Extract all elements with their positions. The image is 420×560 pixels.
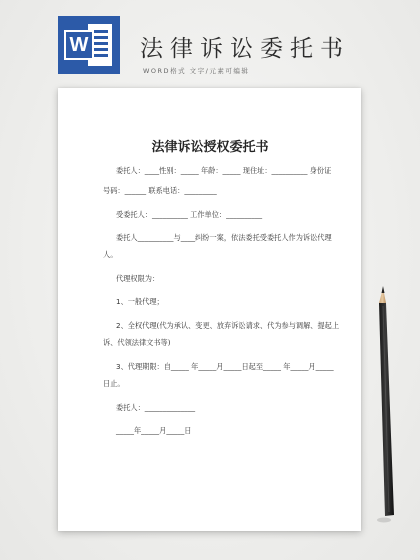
header-title: 法律诉讼委托书 (140, 36, 350, 62)
word-icon-line (92, 42, 108, 45)
document-line: _____年_____月_____日 (116, 426, 192, 435)
word-icon-line (92, 30, 108, 33)
document-title: 法律诉讼授权委托书 (151, 140, 269, 155)
word-icon-line (92, 54, 108, 57)
document-line: 3、代理期限：自_____ 年_____月_____日起至_____ 年_____月_____ (116, 362, 334, 371)
document-line: 日止。 (103, 379, 125, 388)
document-line: 委托人__________与____纠纷一案，依法委托受委托人作为诉讼代理 (116, 233, 332, 242)
header-subtitle: WORD格式 文字/元素可编辑 (143, 67, 250, 75)
document-line: 委托人：____性别：_____ 年龄：_____ 现住址：__________ 身份证 (116, 166, 332, 175)
word-icon (58, 16, 120, 74)
document-line: 2、全权代理(代为承认、变更、放弃诉讼请求、代为参与调解、提起上 (116, 321, 340, 330)
document-line: 代理权限为： (116, 274, 160, 283)
document-line: 受委托人：__________ 工作单位：__________ (116, 210, 263, 219)
document-line: 人。 (103, 250, 118, 259)
word-icon-letter: W (64, 30, 94, 60)
word-icon-line (92, 36, 108, 39)
document-line: 1、一般代理； (116, 297, 164, 306)
document-line: 委托人：______________ (116, 403, 196, 412)
document-line: 号码：______ 联系电话：_________ (103, 186, 217, 195)
document-line: 诉、代领法律文书等) (103, 338, 171, 347)
word-icon-line (92, 48, 108, 51)
